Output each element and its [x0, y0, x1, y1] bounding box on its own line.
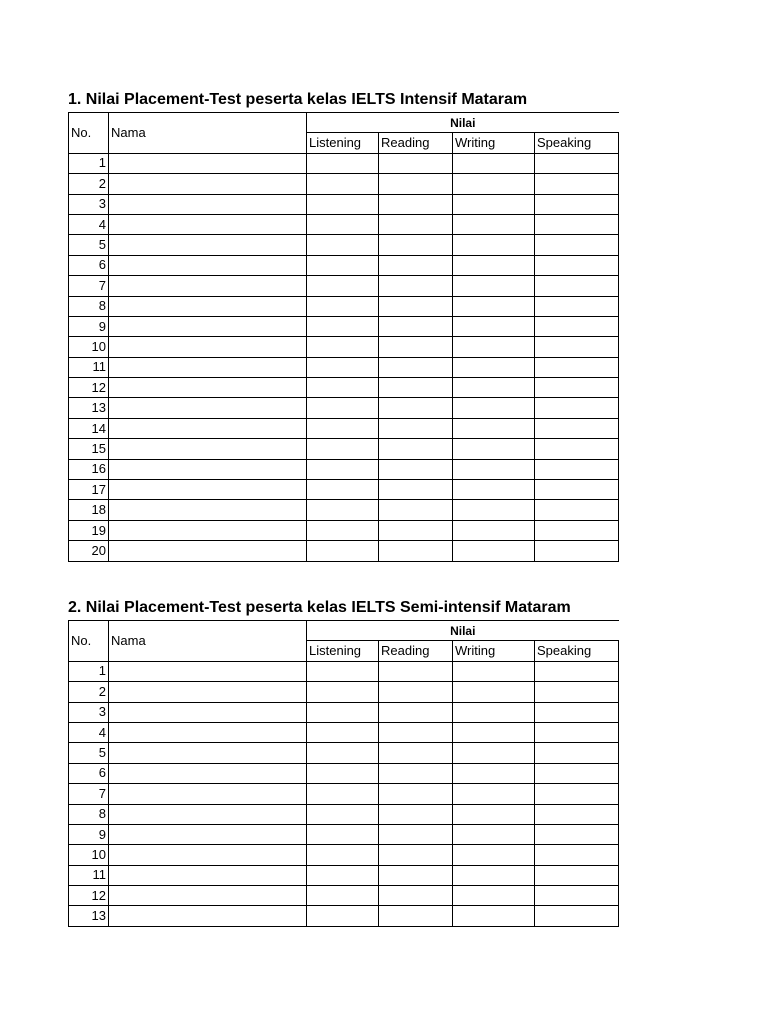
- cell-nama[interactable]: [109, 276, 307, 296]
- row-number: 8: [69, 804, 109, 824]
- column-header-no: No.: [69, 113, 109, 154]
- cell-listening[interactable]: [307, 743, 379, 763]
- row-number: 13: [69, 906, 109, 926]
- cell-writing[interactable]: [453, 886, 535, 906]
- column-header-nilai: Nilai: [307, 113, 619, 133]
- cell-writing[interactable]: [453, 845, 535, 865]
- row-number: 13: [69, 398, 109, 418]
- cell-listening[interactable]: [307, 906, 379, 926]
- cell-reading[interactable]: [379, 459, 453, 479]
- row-number: 9: [69, 316, 109, 336]
- cell-reading[interactable]: [379, 316, 453, 336]
- cell-speaking[interactable]: [535, 296, 619, 316]
- score-table: [68, 112, 619, 562]
- row-number: 6: [69, 255, 109, 275]
- row-number: 1: [69, 661, 109, 681]
- cell-nama[interactable]: [109, 906, 307, 926]
- table-row: [69, 824, 619, 844]
- column-header-writing: Writing: [453, 641, 535, 661]
- cell-listening[interactable]: [307, 337, 379, 357]
- cell-listening[interactable]: [307, 824, 379, 844]
- cell-nama[interactable]: [109, 255, 307, 275]
- sheet-title-text: 1. Nilai Placement-Test peserta kelas IELTS Intensif Mataram: [68, 91, 528, 108]
- cell-writing[interactable]: [453, 378, 535, 398]
- row-number: 10: [69, 845, 109, 865]
- column-header-reading: Reading: [379, 133, 453, 153]
- cell-writing[interactable]: [453, 418, 535, 438]
- cell-speaking[interactable]: [535, 214, 619, 234]
- row-number: 4: [69, 722, 109, 742]
- row-number: 12: [69, 886, 109, 906]
- cell-listening[interactable]: [307, 194, 379, 214]
- cell-writing[interactable]: [453, 153, 535, 173]
- row-number: 11: [69, 357, 109, 377]
- row-number: 12: [69, 378, 109, 398]
- table-row: [69, 357, 619, 377]
- cell-nama[interactable]: [109, 541, 307, 561]
- cell-writing[interactable]: [453, 763, 535, 783]
- cell-nama[interactable]: [109, 235, 307, 255]
- cell-speaking[interactable]: [535, 153, 619, 173]
- cell-listening[interactable]: [307, 316, 379, 336]
- cell-writing[interactable]: [453, 255, 535, 275]
- cell-speaking[interactable]: [535, 235, 619, 255]
- cell-reading[interactable]: [379, 214, 453, 234]
- sheet-title: [68, 598, 618, 620]
- cell-reading[interactable]: [379, 743, 453, 763]
- cell-writing[interactable]: [453, 337, 535, 357]
- cell-nama[interactable]: [109, 153, 307, 173]
- cell-writing[interactable]: [453, 459, 535, 479]
- cell-speaking[interactable]: [535, 804, 619, 824]
- cell-writing[interactable]: [453, 398, 535, 418]
- score-sheet-semi-intensif: [68, 598, 618, 927]
- cell-speaking[interactable]: [535, 702, 619, 722]
- row-number: 5: [69, 235, 109, 255]
- row-number: 7: [69, 784, 109, 804]
- table-row: [69, 906, 619, 926]
- table-row: [69, 378, 619, 398]
- cell-reading[interactable]: [379, 439, 453, 459]
- cell-speaking[interactable]: [535, 886, 619, 906]
- cell-reading[interactable]: [379, 378, 453, 398]
- cell-reading[interactable]: [379, 480, 453, 500]
- cell-reading[interactable]: [379, 194, 453, 214]
- row-number: 3: [69, 194, 109, 214]
- row-number: 5: [69, 743, 109, 763]
- cell-reading[interactable]: [379, 845, 453, 865]
- cell-nama[interactable]: [109, 174, 307, 194]
- cell-nama[interactable]: [109, 804, 307, 824]
- row-number: 11: [69, 865, 109, 885]
- table-row: [69, 174, 619, 194]
- cell-speaking[interactable]: [535, 439, 619, 459]
- cell-writing[interactable]: [453, 500, 535, 520]
- table-row: [69, 296, 619, 316]
- cell-listening[interactable]: [307, 520, 379, 540]
- cell-speaking[interactable]: [535, 194, 619, 214]
- cell-nama[interactable]: [109, 702, 307, 722]
- cell-listening[interactable]: [307, 661, 379, 681]
- cell-reading[interactable]: [379, 235, 453, 255]
- cell-listening[interactable]: [307, 500, 379, 520]
- cell-writing[interactable]: [453, 824, 535, 844]
- row-number: 18: [69, 500, 109, 520]
- cell-reading[interactable]: [379, 784, 453, 804]
- cell-reading[interactable]: [379, 398, 453, 418]
- cell-listening[interactable]: [307, 214, 379, 234]
- row-number: 8: [69, 296, 109, 316]
- table-row: [69, 804, 619, 824]
- table-row: [69, 722, 619, 742]
- cell-reading[interactable]: [379, 174, 453, 194]
- table-row: [69, 682, 619, 702]
- table-row: [69, 276, 619, 296]
- cell-reading[interactable]: [379, 661, 453, 681]
- row-number: 20: [69, 541, 109, 561]
- cell-reading[interactable]: [379, 357, 453, 377]
- cell-nama[interactable]: [109, 763, 307, 783]
- cell-speaking[interactable]: [535, 418, 619, 438]
- cell-speaking[interactable]: [535, 845, 619, 865]
- cell-reading[interactable]: [379, 153, 453, 173]
- cell-reading[interactable]: [379, 702, 453, 722]
- cell-speaking[interactable]: [535, 661, 619, 681]
- cell-speaking[interactable]: [535, 906, 619, 926]
- row-number: 4: [69, 214, 109, 234]
- column-header-no: No.: [69, 621, 109, 662]
- cell-listening[interactable]: [307, 804, 379, 824]
- cell-listening[interactable]: [307, 784, 379, 804]
- cell-writing[interactable]: [453, 316, 535, 336]
- cell-reading[interactable]: [379, 541, 453, 561]
- row-number: 1: [69, 153, 109, 173]
- cell-writing[interactable]: [453, 865, 535, 885]
- cell-reading[interactable]: [379, 804, 453, 824]
- table-row: [69, 439, 619, 459]
- cell-speaking[interactable]: [535, 763, 619, 783]
- cell-speaking[interactable]: [535, 276, 619, 296]
- cell-listening[interactable]: [307, 763, 379, 783]
- cell-writing[interactable]: [453, 296, 535, 316]
- cell-nama[interactable]: [109, 439, 307, 459]
- cell-reading[interactable]: [379, 520, 453, 540]
- cell-writing[interactable]: [453, 480, 535, 500]
- table-row: [69, 763, 619, 783]
- cell-writing[interactable]: [453, 804, 535, 824]
- cell-speaking[interactable]: [535, 784, 619, 804]
- table-row: [69, 235, 619, 255]
- cell-speaking[interactable]: [535, 824, 619, 844]
- table-row: [69, 480, 619, 500]
- cell-reading[interactable]: [379, 255, 453, 275]
- cell-nama[interactable]: [109, 398, 307, 418]
- table-row: [69, 743, 619, 763]
- row-number: 9: [69, 824, 109, 844]
- cell-speaking[interactable]: [535, 865, 619, 885]
- table-row: [69, 214, 619, 234]
- column-header-writing: Writing: [453, 133, 535, 153]
- cell-listening[interactable]: [307, 255, 379, 275]
- cell-writing[interactable]: [453, 194, 535, 214]
- cell-writing[interactable]: [453, 702, 535, 722]
- sheet-title: [68, 90, 618, 112]
- cell-speaking[interactable]: [535, 682, 619, 702]
- cell-nama[interactable]: [109, 357, 307, 377]
- column-header-nama: Nama: [109, 621, 307, 662]
- cell-listening[interactable]: [307, 865, 379, 885]
- column-header-speaking: Speaking: [535, 133, 619, 153]
- table-row: [69, 398, 619, 418]
- row-number: 3: [69, 702, 109, 722]
- cell-nama[interactable]: [109, 722, 307, 742]
- cell-reading[interactable]: [379, 418, 453, 438]
- cell-nama[interactable]: [109, 784, 307, 804]
- cell-writing[interactable]: [453, 174, 535, 194]
- cell-nama[interactable]: [109, 886, 307, 906]
- table-row: [69, 865, 619, 885]
- cell-writing[interactable]: [453, 743, 535, 763]
- cell-writing[interactable]: [453, 541, 535, 561]
- cell-nama[interactable]: [109, 661, 307, 681]
- cell-speaking[interactable]: [535, 337, 619, 357]
- cell-nama[interactable]: [109, 337, 307, 357]
- cell-reading[interactable]: [379, 906, 453, 926]
- cell-speaking[interactable]: [535, 174, 619, 194]
- table-row: [69, 541, 619, 561]
- cell-speaking[interactable]: [535, 378, 619, 398]
- table-row: [69, 255, 619, 275]
- column-header-speaking: Speaking: [535, 641, 619, 661]
- table-row: [69, 845, 619, 865]
- cell-listening[interactable]: [307, 296, 379, 316]
- cell-listening[interactable]: [307, 418, 379, 438]
- cell-nama[interactable]: [109, 480, 307, 500]
- table-row: [69, 418, 619, 438]
- cell-listening[interactable]: [307, 378, 379, 398]
- row-number: 19: [69, 520, 109, 540]
- cell-listening[interactable]: [307, 722, 379, 742]
- cell-reading[interactable]: [379, 886, 453, 906]
- cell-listening[interactable]: [307, 357, 379, 377]
- cell-reading[interactable]: [379, 824, 453, 844]
- cell-writing[interactable]: [453, 906, 535, 926]
- cell-listening[interactable]: [307, 174, 379, 194]
- cell-speaking[interactable]: [535, 500, 619, 520]
- cell-nama[interactable]: [109, 845, 307, 865]
- cell-nama[interactable]: [109, 743, 307, 763]
- table-row: [69, 316, 619, 336]
- cell-writing[interactable]: [453, 439, 535, 459]
- cell-speaking[interactable]: [535, 255, 619, 275]
- cell-nama[interactable]: [109, 378, 307, 398]
- column-header-nilai: Nilai: [307, 621, 619, 641]
- cell-listening[interactable]: [307, 439, 379, 459]
- cell-nama[interactable]: [109, 296, 307, 316]
- cell-listening[interactable]: [307, 702, 379, 722]
- row-number: 2: [69, 682, 109, 702]
- cell-writing[interactable]: [453, 235, 535, 255]
- cell-nama[interactable]: [109, 824, 307, 844]
- cell-reading[interactable]: [379, 865, 453, 885]
- cell-reading[interactable]: [379, 276, 453, 296]
- table-row: [69, 500, 619, 520]
- cell-nama[interactable]: [109, 194, 307, 214]
- cell-reading[interactable]: [379, 337, 453, 357]
- cell-listening[interactable]: [307, 480, 379, 500]
- table-row: [69, 153, 619, 173]
- sheet-title-text: 2. Nilai Placement-Test peserta kelas IELTS Semi-intensif Mataram: [68, 599, 571, 616]
- table-row: [69, 784, 619, 804]
- cell-listening[interactable]: [307, 845, 379, 865]
- cell-writing[interactable]: [453, 520, 535, 540]
- column-header-listening: Listening: [307, 641, 379, 661]
- table-row: [69, 520, 619, 540]
- row-number: 17: [69, 480, 109, 500]
- cell-reading[interactable]: [379, 722, 453, 742]
- row-number: 7: [69, 276, 109, 296]
- cell-writing[interactable]: [453, 784, 535, 804]
- cell-writing[interactable]: [453, 661, 535, 681]
- cell-writing[interactable]: [453, 214, 535, 234]
- table-row: [69, 702, 619, 722]
- row-number: 6: [69, 763, 109, 783]
- row-number: 14: [69, 418, 109, 438]
- cell-speaking[interactable]: [535, 541, 619, 561]
- cell-nama[interactable]: [109, 459, 307, 479]
- cell-writing[interactable]: [453, 722, 535, 742]
- cell-listening[interactable]: [307, 886, 379, 906]
- cell-nama[interactable]: [109, 682, 307, 702]
- cell-speaking[interactable]: [535, 459, 619, 479]
- cell-nama[interactable]: [109, 418, 307, 438]
- cell-speaking[interactable]: [535, 743, 619, 763]
- cell-nama[interactable]: [109, 500, 307, 520]
- table-row: [69, 661, 619, 681]
- score-table: [68, 620, 619, 927]
- cell-reading[interactable]: [379, 682, 453, 702]
- cell-reading[interactable]: [379, 296, 453, 316]
- cell-reading[interactable]: [379, 500, 453, 520]
- cell-listening[interactable]: [307, 398, 379, 418]
- cell-writing[interactable]: [453, 682, 535, 702]
- cell-speaking[interactable]: [535, 316, 619, 336]
- cell-listening[interactable]: [307, 276, 379, 296]
- cell-speaking[interactable]: [535, 398, 619, 418]
- column-header-listening: Listening: [307, 133, 379, 153]
- table-row: [69, 337, 619, 357]
- row-number: 15: [69, 439, 109, 459]
- column-header-nama: Nama: [109, 113, 307, 154]
- column-header-reading: Reading: [379, 641, 453, 661]
- cell-writing[interactable]: [453, 357, 535, 377]
- cell-speaking[interactable]: [535, 520, 619, 540]
- cell-nama[interactable]: [109, 865, 307, 885]
- row-number: 16: [69, 459, 109, 479]
- cell-nama[interactable]: [109, 520, 307, 540]
- cell-listening[interactable]: [307, 153, 379, 173]
- cell-speaking[interactable]: [535, 480, 619, 500]
- cell-listening[interactable]: [307, 235, 379, 255]
- cell-speaking[interactable]: [535, 722, 619, 742]
- row-number: 10: [69, 337, 109, 357]
- table-row: [69, 194, 619, 214]
- score-sheet-intensif: [68, 90, 618, 562]
- cell-listening[interactable]: [307, 459, 379, 479]
- cell-speaking[interactable]: [535, 357, 619, 377]
- row-number: 2: [69, 174, 109, 194]
- cell-reading[interactable]: [379, 763, 453, 783]
- cell-nama[interactable]: [109, 316, 307, 336]
- table-row: [69, 459, 619, 479]
- table-row: [69, 886, 619, 906]
- cell-listening[interactable]: [307, 682, 379, 702]
- cell-listening[interactable]: [307, 541, 379, 561]
- cell-writing[interactable]: [453, 276, 535, 296]
- cell-nama[interactable]: [109, 214, 307, 234]
